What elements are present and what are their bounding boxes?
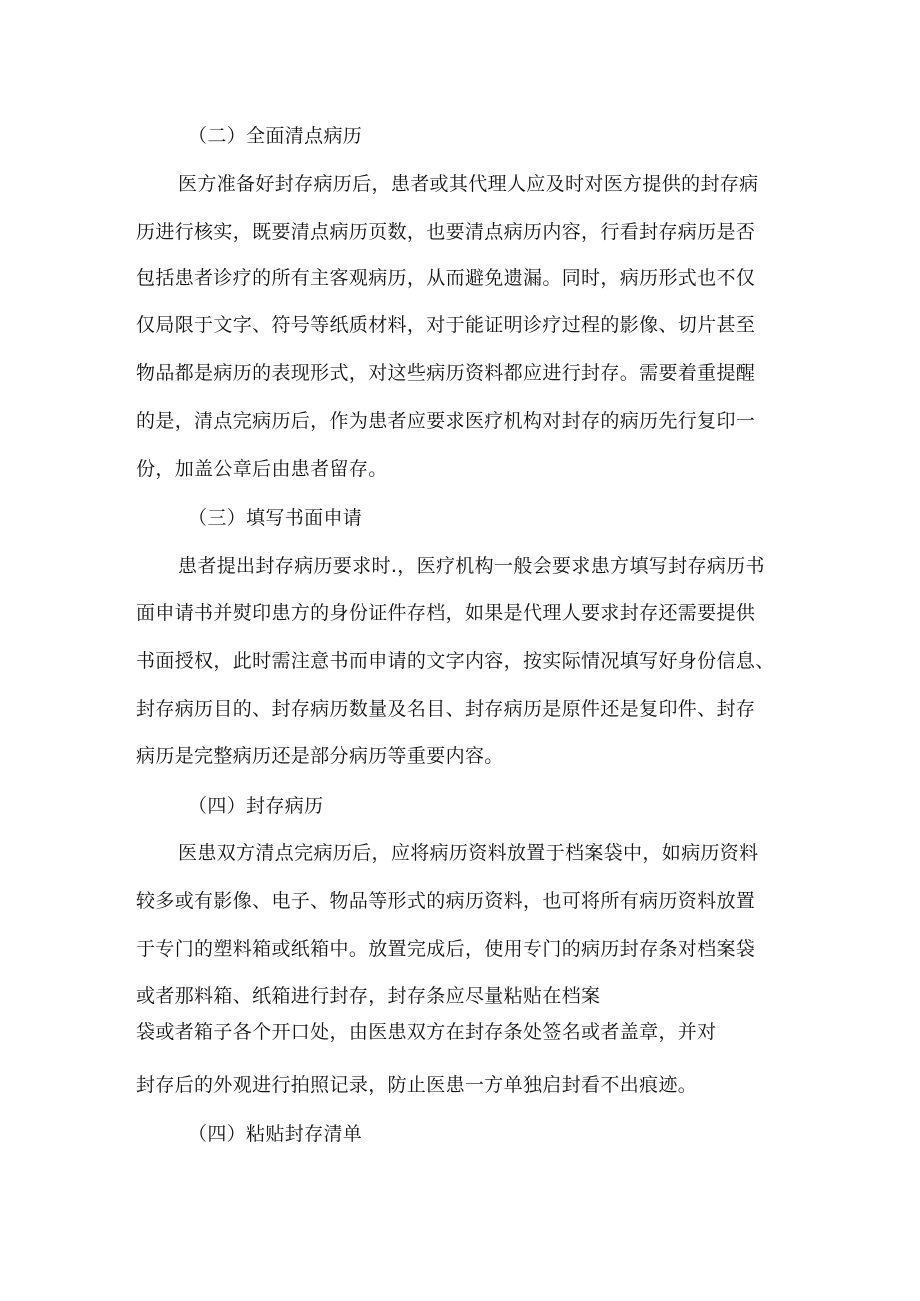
paragraph-line: 历进行核实，既要清点病历页数，也要清点病历内容，行看封存病历是否 — [136, 221, 756, 243]
paragraph-line: 物品都是病历的表现形式，对这些病历资料都应进行封存。需要着重提醒 — [136, 362, 756, 384]
paragraph-line: 包括患者诊疗的所有主客观病历，从而避免遗漏。同时，病历形式也不仅 — [136, 267, 756, 289]
paragraph-line: 袋或者箱子各个开口处，由医患双方在封存条处签名或者盖章，并对 — [136, 1021, 717, 1043]
section-heading: （四）粘贴封存清单 — [188, 1123, 363, 1145]
paragraph-line: 较多或有影像、电子、物品等形式的病历资料，也可将所有病历资料放置 — [136, 890, 756, 912]
paragraph-line: 医患双方清点完病历后，应将病历资料放置于档案袋中，如病历资料 — [178, 842, 759, 864]
paragraph-line: 封存后的外观进行拍照记录，防止医患一方单独启封看不出痕迹。 — [136, 1074, 698, 1096]
paragraph-line: 份，加盖公章后由患者留存。 — [136, 458, 388, 480]
section-heading: （三）填写书面申请 — [188, 507, 363, 529]
paragraph-line: 病历是完整病历还是部分病历等重要内容。 — [136, 745, 504, 767]
section-heading: （二）全面清点病历 — [188, 125, 363, 147]
section-heading: （四）封存病历 — [188, 795, 324, 817]
paragraph-line: 于专门的塑料箱或纸箱中。放置完成后，使用专门的病历封存条对档案袋 — [136, 938, 756, 960]
paragraph-line: 封存病历目的、封存病历数量及名目、封存病历是原件还是复印件、封存 — [136, 698, 756, 720]
paragraph-line: 仅局限于文字、符号等纸质材料，对于能证明诊疗过程的影像、切片甚至 — [136, 314, 756, 336]
paragraph-line: 的是，清点完病历后，作为患者应要求医疗机构对封存的病历先行复印一 — [136, 410, 756, 432]
paragraph-line: 或者那料箱、纸箱进行封存，封存条应尽量粘贴在档案 — [136, 985, 601, 1007]
paragraph-line: 医方准备好封存病历后，患者或其代理人应及时对医方提供的封存病 — [178, 173, 759, 195]
paragraph-line: 面申请书并熨印患方的身份证件存档，如果是代理人要求封存还需要提供 — [136, 602, 756, 624]
paragraph-line: 患者提出封存病历要求时.，医疗机构一般会要求患方填写封存病历书 — [178, 555, 765, 577]
paragraph-line: 书面授权，此时需注意书而申请的文字内容，按实际情况填写好身份信息、 — [136, 650, 775, 672]
